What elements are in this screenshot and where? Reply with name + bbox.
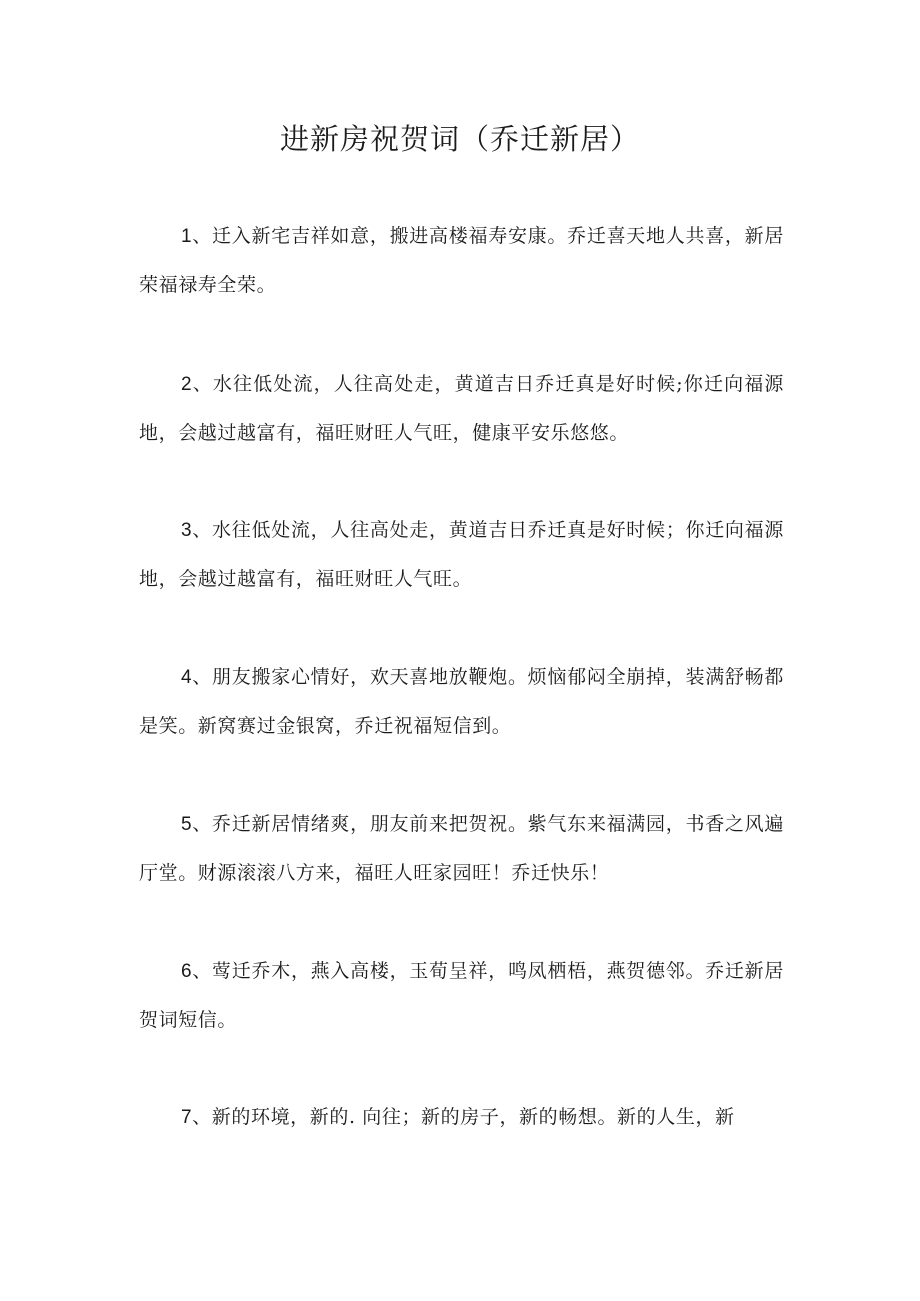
paragraph-6 — [139, 947, 784, 1045]
paragraph-text: 迁入新宅吉祥如意，搬进高楼福寿安康。乔迁喜天地人共喜，新居荣福禄寿全荣。 — [139, 225, 784, 296]
paragraph-number: 3 — [181, 520, 193, 541]
paragraph-separator: 、 — [192, 225, 213, 247]
paragraph-number: 4 — [181, 667, 193, 688]
document-title: 进新房祝贺词（乔迁新居） — [279, 122, 640, 156]
paragraph-separator: 、 — [192, 519, 213, 541]
paragraph-text: 水往低处流，人往高处走，黄道吉日乔迁真是好时候;你迁向福源地，会越过越富有，福旺财旺人气旺，健康平安乐悠悠。 — [139, 373, 784, 444]
paragraph-separator: 、 — [192, 1106, 212, 1128]
paragraph-number: 1 — [181, 226, 193, 247]
paragraph-separator: 、 — [192, 373, 213, 395]
paragraph-text: 新的环境，新的. 向往；新的房子，新的畅想。新的人生，新 — [211, 1106, 735, 1128]
paragraph-2 — [139, 360, 784, 458]
paragraph-text: 乔迁新居情绪爽，朋友前来把贺祝。紫气东来福满园，书香之风遍厅堂。财源滚滚八方来，福旺人旺家园旺！乔迁快乐！ — [139, 813, 784, 884]
paragraph-5 — [139, 800, 784, 898]
paragraph-separator: 、 — [192, 666, 213, 688]
paragraph-text: 莺迁乔木，燕入高楼，玉荀呈祥，鸣凤栖梧，燕贺德邻。乔迁新居贺词短信。 — [139, 960, 784, 1031]
paragraph-3 — [139, 506, 784, 604]
paragraph-number: 6 — [181, 961, 193, 982]
paragraph-number: 2 — [181, 374, 193, 395]
paragraph-7 — [139, 1093, 784, 1142]
paragraph-text: 水往低处流，人往高处走，黄道吉日乔迁真是好时候；你迁向福源地，会越过越富有，福旺财旺人气旺。 — [139, 519, 784, 590]
paragraph-4 — [139, 653, 784, 751]
paragraph-1 — [139, 212, 784, 310]
paragraph-separator: 、 — [192, 960, 213, 982]
paragraph-text: 朋友搬家心情好，欢天喜地放鞭炮。烦恼郁闷全崩掉，装满舒畅都是笑。新窝赛过金银窝，乔迁祝福短信到。 — [139, 666, 784, 737]
paragraph-number: 7 — [181, 1107, 193, 1128]
paragraph-separator: 、 — [192, 813, 213, 835]
paragraph-number: 5 — [181, 814, 193, 835]
